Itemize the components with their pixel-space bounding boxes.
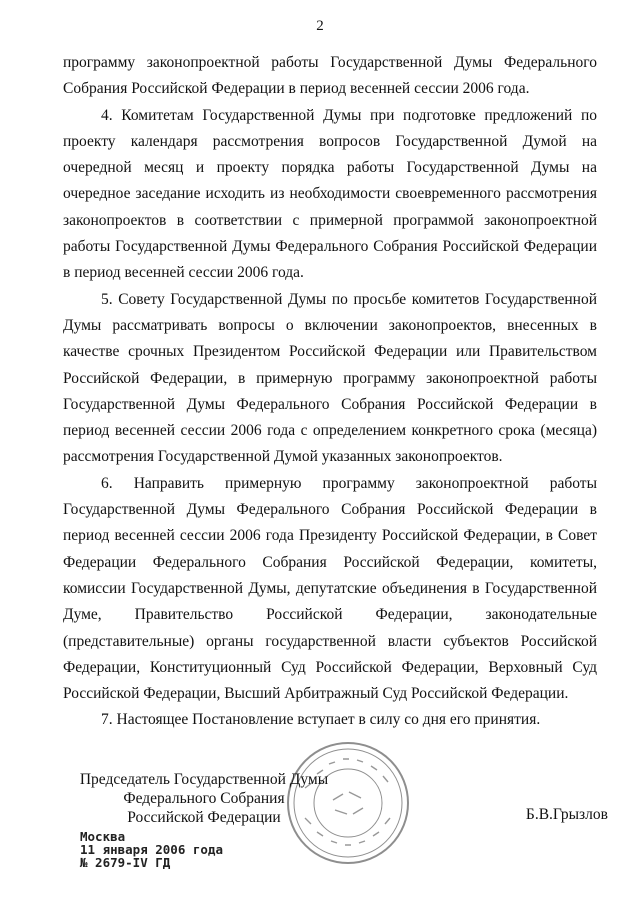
signer-title-line: Российской Федерации — [127, 809, 281, 826]
paragraph-continuation: программу законопроектной работы Государственной Думы Федерального Собрания Российской Федерации в период весенней сессии 2006 года. — [63, 54, 597, 98]
document-footer — [80, 830, 223, 869]
paragraph-4: 4. Комитетам Государственной Думы при подготовке предложений по проекту календаря рассмотрения вопросов Государственной Думой на очередной месяц и проекту порядка работы Государственной Думы на очередное заседание исходить из необходимости своевременного рассмотрения законопроектов в соответствии с примерной программой законопроектной работы Государственной Думы Федерального Собрания Российской Федерации в период весенней сессии 2006 года. — [63, 106, 597, 282]
signer-title-line: Председатель Государственной Думы — [79, 771, 329, 788]
paragraph-7: 7. Настоящее Постановление вступает в силу со дня его принятия. — [101, 711, 541, 729]
footer-number: № 2679-IV ГД — [80, 855, 171, 870]
page-number: 2 — [316, 18, 324, 34]
document-body — [63, 50, 597, 734]
footer-city: Москва — [80, 829, 126, 844]
signer-title-line: Федерального Собрания — [123, 790, 285, 807]
footer-date: 11 января 2006 года — [80, 842, 223, 857]
paragraph-5: 5. Совету Государственной Думы по просьбе комитетов Государственной Думы рассматривать вопросы о включении законопроектов, внесенных в качестве срочных Президентом Российской Федерации или Правительством Российской Федерации, в примерную программу законопроектной работы Государственной Думы Федерального Собрания Российской Федерации в период весенней сессии 2006 года с определением конкретного срока (месяца) рассмотрения Государственной Думой указанных законопроектов. — [63, 290, 597, 466]
signer-name: Б.В.Грызлов — [525, 806, 608, 823]
signer-title — [74, 770, 334, 827]
paragraph-6: 6. Направить примерную программу законопроектной работы Государственной Думы Федерального Собрания Российской Федерации в период весенней сессии 2006 года Президенту Российской Федерации, в Совет Федерации Федерального Собрания Российской Федерации, комитеты, комиссии Государственной Думы, депутатские объединения в Государственной Думе, Правительство Российской Федерации, законодательные (представительные) органы государственной власти субъектов Российской Федерации, Конституционный Суд Российской Федерации, Верховный Суд Российской Федерации, Высший Арбитражный Суд Российской Федерации. — [63, 474, 597, 703]
